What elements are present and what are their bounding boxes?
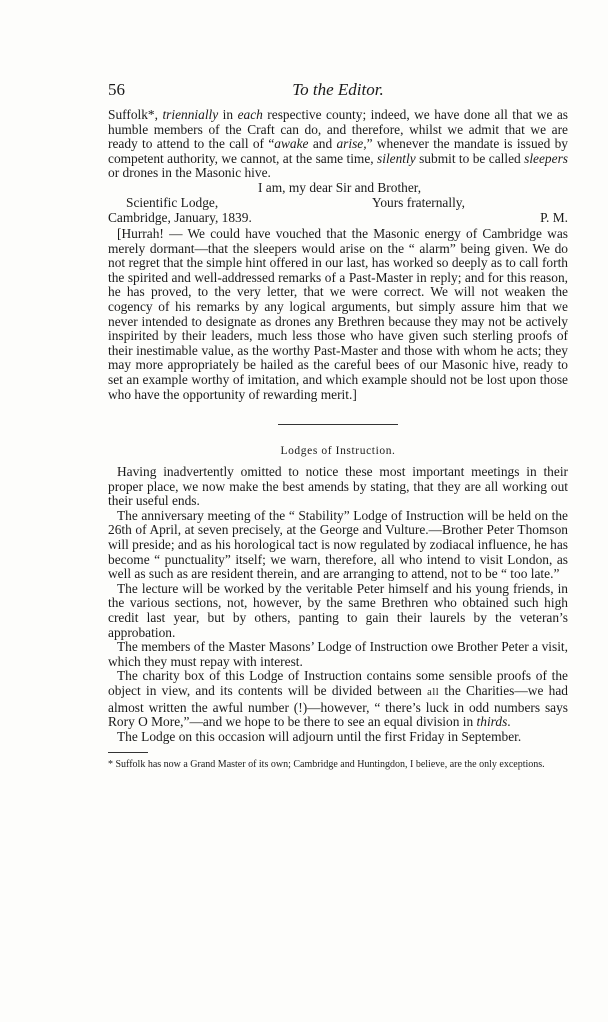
lodge-name: Scientific Lodge, <box>126 194 219 210</box>
section-paragraph: The anniversary meeting of the “ Stability” Lodge of Instruction will be held on the 26th of April, at seven precisely, at the George and Vulture.—Brother Peter Thomson will preside; and as his horological tact is now regulated by zodiacal influence, he has become “ punctuality” itself; we warn, therefore, all who intend to visit London, as well as such as are resident therein, and are arranging to attend, not to be “ too late.” <box>108 507 568 582</box>
section-title: Lodges of Instruction. <box>280 445 396 458</box>
section-body <box>108 465 568 744</box>
footnote: * Suffolk has now a Grand Master of its own; Cambridge and Huntingdon, I believe, are the only exceptions. <box>108 759 545 771</box>
section-divider <box>278 424 398 425</box>
editor-note: [Hurrah! — We could have vouched that the Masonic energy of Cambridge was merely dormant—that the sleepers would arise on the “ alarm” being given. We do not regret that the simple hint offered in our last, has worked so deeply as to call forth the spirited and well-addressed remarks of a Past-Master in reply; and for this reason, he has proved, to the very letter, that we were correct. We will not weaken the cogency of his remarks by any logical arguments, but simply assure him that we never intended to designate as drones any Brethren because they may not be actively inspirited by their leaders, much less those who have given such sterling proofs of their inestimable value, as the worthy Past-Master and those with whom he acts; they may more appropriately be hailed as the careful bees of our Masonic hive, ready to set an example worthy of imitation, and which example should not be lost upon those who have the opportunity of rewarding merit.] <box>108 225 568 402</box>
letter-body <box>108 108 568 181</box>
section-paragraph: Having inadvertently omitted to notice these most important meetings in their proper place, we now make the best amends by stating, that they are all working out their useful ends. <box>108 464 568 509</box>
page <box>108 80 568 771</box>
section-paragraph: The lecture will be worked by the veritable Peter himself and his young friends, in the various sections, not, however, by the same Brethren who obtained such high credit last year, but by others, panting to gain their laurels by the veteran’s approbation. <box>108 580 568 640</box>
initials: P. M. <box>540 209 568 225</box>
letter-paragraph: Suffolk*, triennially in each respective county; indeed, we have done all that we as humble members of the Craft can do, and therefore, whilst we admit that we are ready to attend to the call of “awake and arise,” whenever the mandate is issued by competent authority, we cannot, at the same time, silently submit to be called sleepers or drones in the Masonic hive. <box>108 107 568 181</box>
page-number: 56 <box>108 80 125 99</box>
section-paragraph: The Lodge on this occasion will adjourn until the first Friday in September. <box>117 728 522 744</box>
bracket-close: ] <box>352 386 357 402</box>
place-date: Cambridge, January, 1839. <box>108 209 252 225</box>
footnote-rule <box>108 752 148 753</box>
running-head: To the Editor. <box>292 80 384 99</box>
section-paragraph: The members of the Master Masons’ Lodge of Instruction owe Brother Peter a visit, which they must repay with interest. <box>108 639 568 669</box>
page-header <box>108 80 568 108</box>
section-paragraph: The charity box of this Lodge of Instruction contains some sensible proofs of the object in view, and its contents will be divided between all the Charities—we had almost written the awful number (!)—however, “ there’s luck in odd numbers says Rory O More,”—and we hope to be there to see an equal division in thirds. <box>108 668 568 730</box>
letter-signature <box>108 181 568 227</box>
fraternal-line: Yours fraternally, <box>372 194 465 210</box>
bracket-open: [ <box>117 225 122 241</box>
closing-line: I am, my dear Sir and Brother, <box>258 179 422 195</box>
